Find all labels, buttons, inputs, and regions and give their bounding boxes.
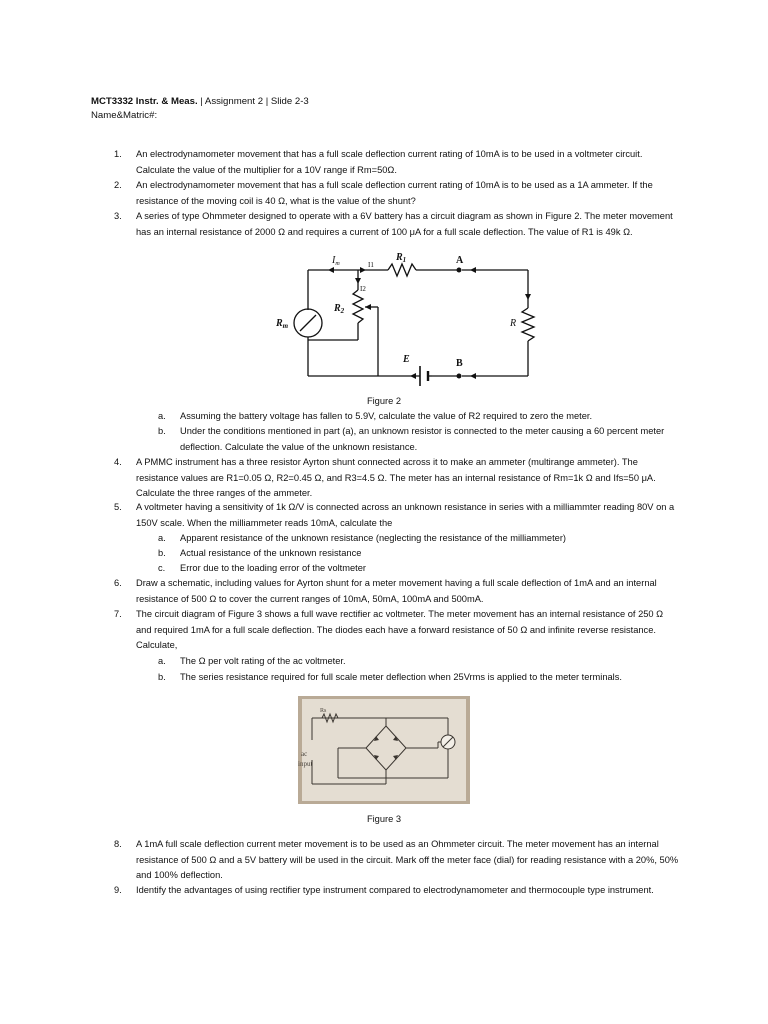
assignment-info: | Assignment 2 | Slide 2-3 bbox=[197, 96, 309, 107]
sub-label: b. bbox=[158, 426, 166, 436]
label-r1: R bbox=[396, 252, 403, 263]
svg-text:R1: $R_1$ bbox=[396, 252, 407, 264]
figure-2-circuit bbox=[270, 250, 548, 392]
question-text: The circuit diagram of Figure 3 shows a full wave rectifier ac voltmeter. The meter movement has an internal resistance of 250 Ω and required 1mA for a full scale deflection. The diodes each have a forward resistance of 50 Ω and infinite reverse resistance. Calculate, bbox=[136, 609, 664, 650]
question-text: Identify the advantages of using rectifier type instrument compared to electrodynamometer and thermocouple type instrument. bbox=[136, 885, 654, 895]
question-number: 7. bbox=[114, 609, 122, 619]
question-number: 9. bbox=[114, 885, 122, 895]
document-header bbox=[91, 95, 309, 123]
svg-text:R2: $R_2$ bbox=[334, 303, 345, 315]
question-number: 2. bbox=[114, 180, 122, 190]
terminal-b-label: B bbox=[456, 358, 463, 369]
svg-text:Rm: $R_m$ bbox=[276, 318, 289, 330]
sub-label: a. bbox=[158, 656, 166, 666]
sub-text: The series resistance required for full scale meter deflection when 25Vrms is applied to the meter terminals. bbox=[180, 672, 622, 682]
sub-label: c. bbox=[158, 563, 166, 573]
label-r2: R bbox=[334, 303, 341, 314]
sub-text: Apparent resistance of the unknown resistance (neglecting the resistance of the milliammeter) bbox=[180, 533, 567, 543]
label-e: E bbox=[403, 354, 410, 365]
figure-3-caption: Figure 3 bbox=[366, 814, 402, 824]
question-text: A 1mA full scale deflection current meter movement is to be used as an Ohmmeter circuit. The meter movement has an internal resistance of 500 Ω and a 5V battery will be used in the circuit. Mark off the meter face (dial) for reading resistance with a 20%, 50% and 100% deflection. bbox=[136, 839, 679, 880]
question-number: 6. bbox=[114, 578, 122, 588]
question-text: An electrodynamometer movement that has a full scale deflection current rating of 10mA is to be used as a 1A ammeter. If the resistance of the moving coil is 40 Ω, what is the value of the shunt? bbox=[136, 180, 653, 206]
terminal-a-label: A bbox=[456, 255, 464, 266]
label-rs: Rs bbox=[320, 708, 327, 714]
sub-label: b. bbox=[158, 672, 166, 682]
svg-text:Im: $I_m$ bbox=[332, 255, 340, 267]
sub-text: Actual resistance of the unknown resistance bbox=[180, 548, 362, 558]
label-r-unknown: R bbox=[510, 318, 517, 329]
label-rm: R bbox=[276, 318, 283, 329]
question-number: 5. bbox=[114, 502, 122, 512]
sub-label: b. bbox=[158, 548, 166, 558]
sub-text: Under the conditions mentioned in part (a), an unknown resistor is connected to the meter causing a 60 percent meter deflection. Calculate the value of the unknown resistance. bbox=[180, 426, 665, 452]
figure-2-caption: Figure 2 bbox=[366, 396, 402, 406]
question-number: 4. bbox=[114, 457, 122, 467]
question-number: 8. bbox=[114, 839, 122, 849]
question-text: A voltmeter having a sensitivity of 1k Ω/V is connected across an unknown resistance in series with a milliammter reading 80V on a 150V scale. When the milliammeter reads 10mA, calculate the bbox=[136, 502, 675, 528]
sub-text: Error due to the loading error of the voltmeter bbox=[180, 563, 367, 573]
figure-3-photo bbox=[298, 696, 470, 804]
question-text: An electrodynamometer movement that has a full scale deflection current rating of 10mA is to be used in a voltmeter circuit. Calculate the value of the multiplier for a 10V range if Rm=50Ω. bbox=[136, 149, 643, 175]
label-ac: ac bbox=[301, 750, 308, 758]
label-i1: I1 bbox=[368, 261, 374, 269]
course-title: MCT3332 Instr. & Meas. bbox=[91, 96, 198, 107]
label-im: I bbox=[332, 255, 336, 266]
name-matric-label: Name&Matric#: bbox=[91, 110, 158, 121]
sub-label: a. bbox=[158, 533, 166, 543]
label-i2: I2 bbox=[360, 285, 366, 293]
question-number: 3. bbox=[114, 211, 122, 221]
sub-text: Assuming the battery voltage has fallen to 5.9V, calculate the value of R2 required to zero the meter. bbox=[180, 411, 593, 421]
question-text: A series of type Ohmmeter designed to operate with a 6V battery has a circuit diagram as shown in Figure 2. The meter movement has an internal resistance of 2000 Ω and requires a current of 100 μA for a full scale deflection. The value of R1 is 49k Ω. bbox=[136, 211, 673, 237]
question-number: 1. bbox=[114, 149, 122, 159]
sub-label: a. bbox=[158, 411, 166, 421]
question-text: Draw a schematic, including values for Ayrton shunt for a meter movement having a full scale deflection of 1mA and an internal resistance of 500 Ω to cover the current ranges of 10mA, 50mA, 100mA and 500mA. bbox=[136, 578, 657, 604]
sub-text: The Ω per volt rating of the ac voltmeter. bbox=[180, 656, 346, 666]
label-input: input bbox=[298, 760, 313, 768]
question-text: A PMMC instrument has a three resistor Ayrton shunt connected across it to make an ammeter (multirange ammeter). The resistance values are R1=0.05 Ω, R2=0.45 Ω, and R3=4.5 Ω. The meter has an internal resistance of Rm=1k Ω and Ifs=50 μA. Calculate the three ranges of the ammeter. bbox=[136, 457, 656, 498]
